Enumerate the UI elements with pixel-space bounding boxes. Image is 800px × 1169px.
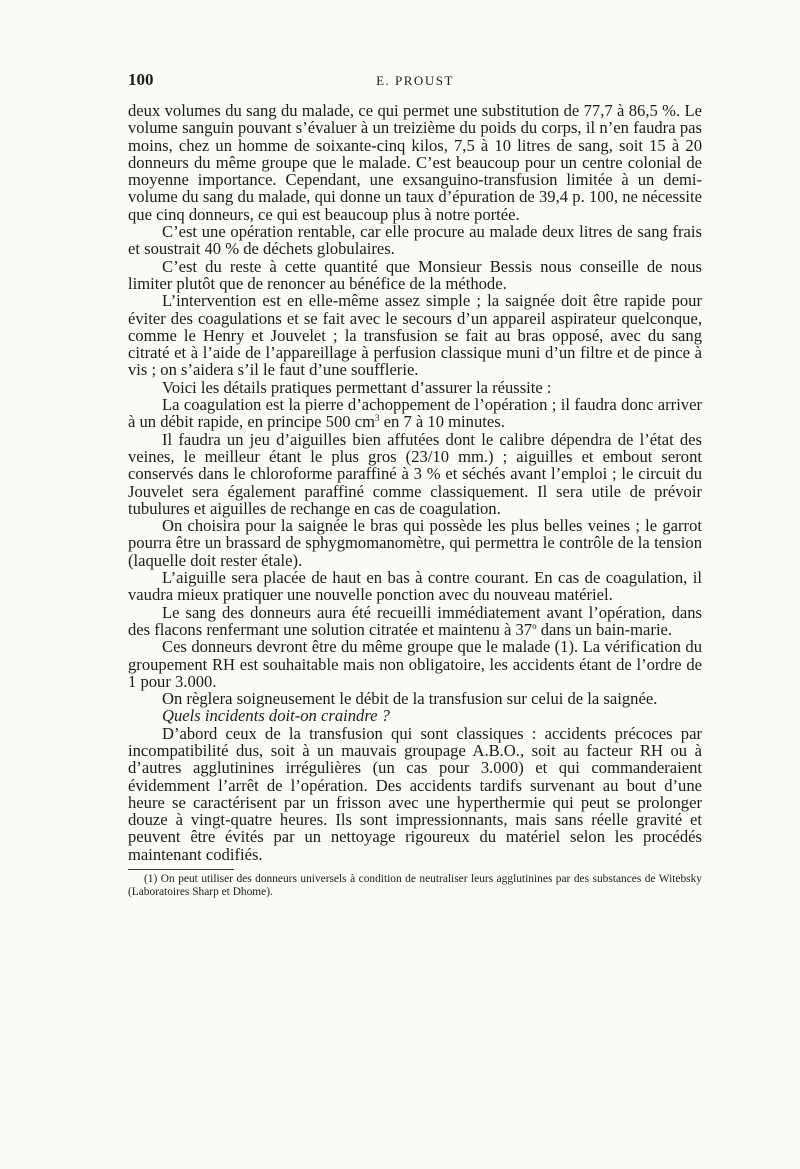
section-heading: Quels incidents doit-on craindre ? <box>162 706 390 726</box>
paragraph: D’abord ceux de la transfusion qui sont classiques : accidents précoces par incompatibilité dus, soit à un mauvais groupage A.B.O., soit au facteur RH ou à d’autres agglutinines irrégulières (un cas pour 3.000) et qui commanderaient évidemment l’arrêt de l’opération. Des accidents tardifs survenant au bout d’une heure se caractérisent par un frisson avec une hyperthermie qui peut se prolonger douze à vingt-quatre heures. Ils sont impressionnants, mais sans réelle gravité et peuvent être évités par un nettoyage rigoureux du matériel selon les procédés maintenant codifiés. <box>128 723 702 864</box>
paragraph: Il faudra un jeu d’aiguilles bien affutées dont le calibre dépendra de l’état des veines, le meilleur étant le plus gros (23/10 mm.) ; aiguilles et embout seront conservés dans le chloroforme paraffiné à 3 % et séchés avant l’emploi ; le circuit du Jouvelet sera également paraffiné comme classiquement. Il sera utile de prévoir tubulures et aiguilles de rechange en cas de coagulation. <box>128 429 702 518</box>
page-number: 100 <box>128 70 154 89</box>
running-head: E. PROUST <box>376 73 454 88</box>
paragraph: Ces donneurs devront être du même groupe que le malade (1). La vérification du groupement RH est souhaitable mais non obligatoire, les accidents étant de l’ordre de 1 pour 3.000. <box>128 637 702 691</box>
paragraph: C’est une opération rentable, car elle procure au malade deux litres de sang frais et soustrait 40 % de déchets globulaires. <box>128 222 702 259</box>
paragraph: On choisira pour la saignée le bras qui possède les plus belles veines ; le garrot pourra être un brassard de sphygmomanomètre, qui permettra le contrôle de la tension (laquelle doit rester étale). <box>128 516 702 570</box>
paragraph: Voici les détails pratiques permettant d’assurer la réussite : <box>162 377 552 397</box>
footnote-divider <box>128 869 234 870</box>
paragraph: L’aiguille sera placée de haut en bas à contre courant. En cas de coagulation, il vaudra mieux pratiquer une nouvelle ponction avec du nouveau matériel. <box>128 568 702 605</box>
superscript: 3 <box>374 413 380 424</box>
footnote <box>128 873 702 898</box>
paragraph: C’est du reste à cette quantité que Monsieur Bessis nous conseille de nous limiter plutôt que de renoncer au bénéfice de la méthode. <box>128 256 702 293</box>
superscript: o <box>532 620 537 631</box>
paragraph <box>128 396 702 431</box>
paragraph-text: en 7 à 10 minutes. <box>379 412 505 432</box>
body-text <box>128 102 702 863</box>
paragraph: deux volumes du sang du malade, ce qui permet une substitution de 77,7 à 86,5 %. Le volume sanguin pouvant s’évaluer à un treizième du poids du corps, il n’en faudra pas moins, chez un homme de soixante-cinq kilos, 7,5 à 10 litres de sang, soit 15 à 20 donneurs du même groupe que le malade. C’est beaucoup pour un centre colonial de moyenne importance. Cependant, une exsanguino-transfusion limitée à un demi-volume du sang du malade, qui donne un taux d’épuration de 39,4 p. 100, ne nécessite que cinq donneurs, ce qui est beaucoup plus à notre portée. <box>128 101 702 224</box>
paragraph: On règlera soigneusement le débit de la transfusion sur celui de la saignée. <box>162 689 658 709</box>
paragraph-text: Le sang des donneurs aura été recueilli immédiatement avant l’opération, dans des flacons renfermant une solution citratée et maintenu à 37 <box>128 602 702 639</box>
page <box>128 70 702 898</box>
page-header <box>128 70 702 94</box>
paragraph <box>128 604 702 639</box>
paragraph-text: La coagulation est la pierre d’achoppement de l’opération ; il faudra donc arriver à un débit rapide, en principe 500 cm <box>128 395 702 432</box>
footnote-text: (1) On peut utiliser des donneurs universels à condition de neutraliser leurs agglutinines par des substances de Witebsky (Laboratoires Sharp et Dhome). <box>128 873 702 898</box>
paragraph: L’intervention est en elle-même assez simple ; la saignée doit être rapide pour éviter des coagulations et se fait avec le secours d’un appareil aspirateur quelconque, comme le Henry et Jouvelet ; la transfusion se fait au bras opposé, avec du sang citraté et à l’aide de l’appareillage à perfusion classique muni d’un filtre et de pince à vis ; on s’aidera s’il le faut d’une soufflerie. <box>128 291 702 380</box>
paragraph-text: dans un bain-marie. <box>536 619 673 639</box>
